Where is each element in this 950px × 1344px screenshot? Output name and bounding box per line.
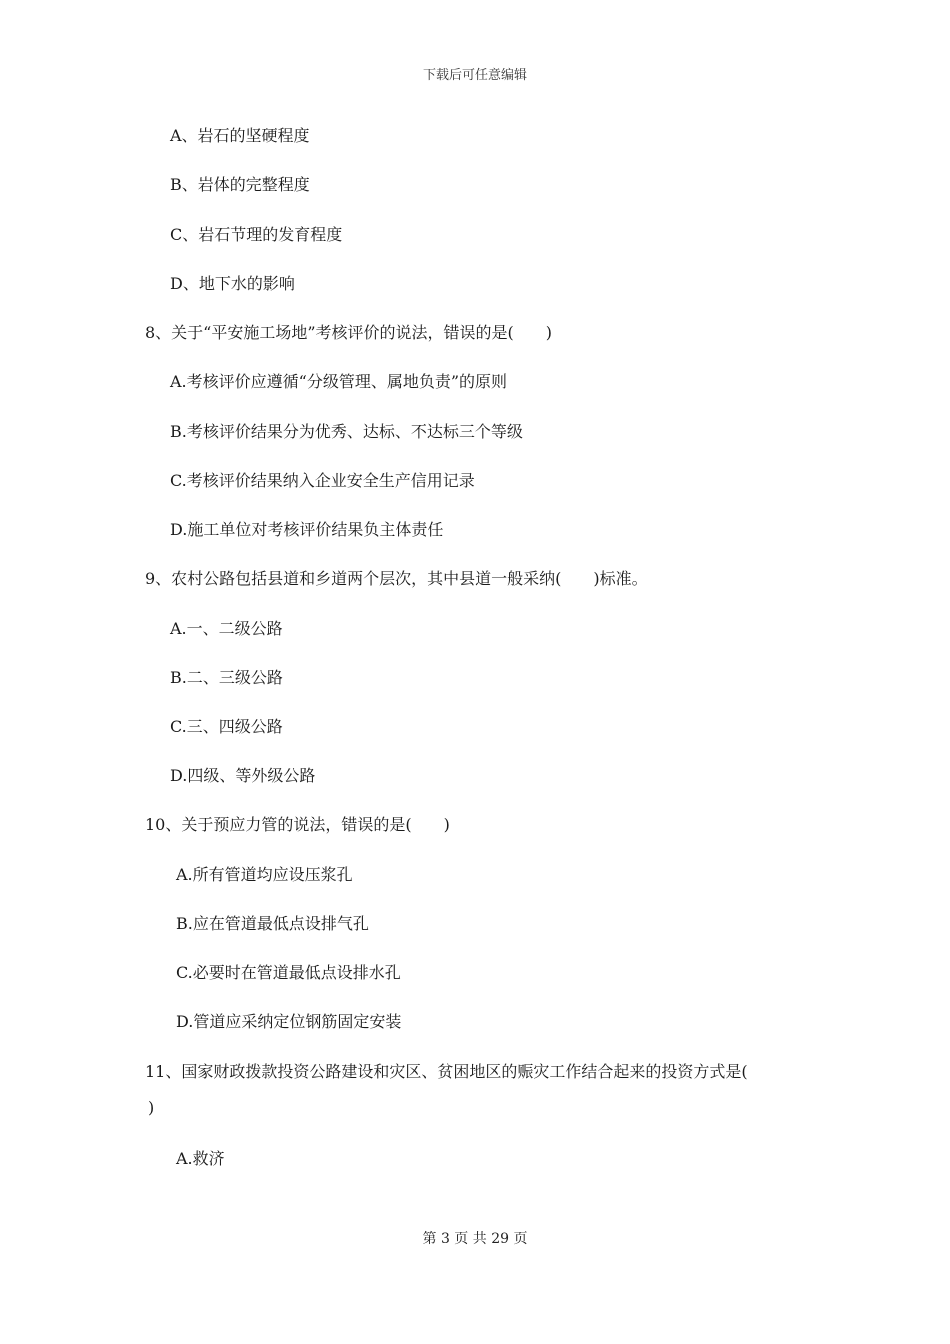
q8-option-a: A.考核评价应遵循“分级管理、属地负责”的原则 — [170, 372, 508, 391]
question-11-line2: ) — [148, 1098, 155, 1117]
q9-option-d: D.四级、等外级公路 — [170, 766, 316, 785]
option-a-prev: A、岩石的坚硬程度 — [170, 126, 310, 145]
page-footer: 第 3 页 共 29 页 — [422, 1231, 528, 1247]
q10-option-c: C.必要时在管道最低点设排水孔 — [176, 963, 401, 982]
q9-option-c: C.三、四级公路 — [170, 717, 283, 736]
q8-option-d: D.施工单位对考核评价结果负主体责任 — [170, 520, 444, 539]
option-b-prev: B、岩体的完整程度 — [170, 175, 310, 194]
q9-option-b: B.二、三级公路 — [170, 668, 283, 687]
option-d-prev: D、地下水的影响 — [170, 274, 295, 293]
q10-option-d: D.管道应采纳定位钢筋固定安装 — [176, 1012, 402, 1031]
question-11-line1: 11、国家财政拨款投资公路建设和灾区、贫困地区的赈灾工作结合起来的投资方式是( — [145, 1062, 748, 1081]
q10-option-a: A.所有管道均应设压浆孔 — [176, 865, 353, 884]
q9-option-a: A.一、二级公路 — [170, 619, 283, 638]
question-10: 10、关于预应力管的说法，错误的是( ) — [145, 815, 450, 834]
page-header: 下载后可任意编辑 — [422, 68, 527, 83]
q11-option-a: A.救济 — [176, 1149, 225, 1168]
question-9: 9、农村公路包括县道和乡道两个层次，其中县道一般采纳( )标准。 — [145, 569, 648, 588]
q8-option-c: C.考核评价结果纳入企业安全生产信用记录 — [170, 471, 475, 490]
q8-option-b: B.考核评价结果分为优秀、达标、不达标三个等级 — [170, 422, 523, 441]
q10-option-b: B.应在管道最低点设排气孔 — [176, 914, 369, 933]
question-8: 8、关于“平安施工场地”考核评价的说法，错误的是( ) — [145, 323, 553, 342]
option-c-prev: C、岩石节理的发育程度 — [170, 225, 343, 244]
